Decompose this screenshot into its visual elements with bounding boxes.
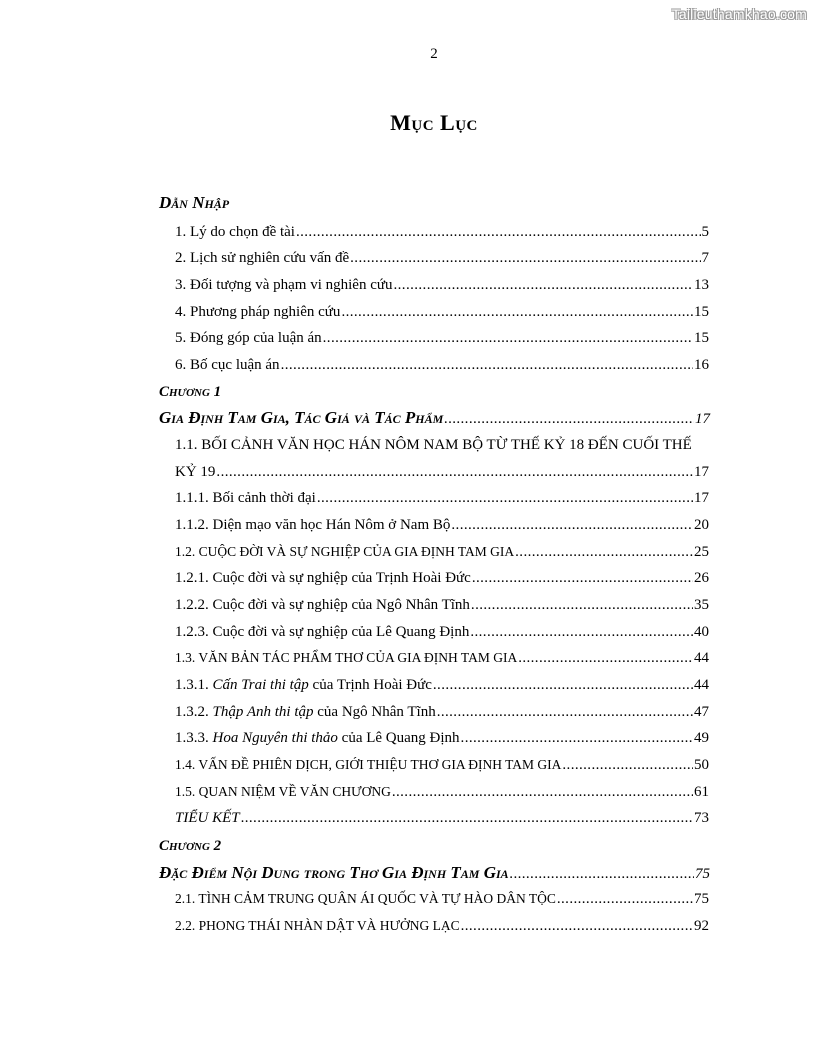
toc-entry[interactable] xyxy=(175,677,709,697)
toc-entry-text: 1.2. CUỘC ĐỜI VÀ SỰ NGHIỆP CỦA GIA ĐỊNH TAM GIA xyxy=(175,544,515,559)
toc-entry-page: 20 xyxy=(694,517,709,533)
leader-dots xyxy=(471,597,693,614)
leader-dots xyxy=(510,866,694,883)
toc-entry-text: 1.2.1. Cuộc đời và sự nghiệp của Trịnh Hoài Đức xyxy=(175,570,471,586)
toc-entry[interactable] xyxy=(175,810,709,830)
leader-dots xyxy=(451,517,693,534)
toc-entry[interactable] xyxy=(175,650,709,670)
toc-entry[interactable] xyxy=(175,357,709,377)
work-title: Cấn Trai thi tập xyxy=(212,677,309,693)
toc-entry-text: của Ngô Nhân Tĩnh xyxy=(317,704,436,720)
toc-entry-page: 35 xyxy=(694,597,709,613)
toc-entry-page: 44 xyxy=(694,677,709,693)
toc-entry-text: TIỂU KẾT xyxy=(175,810,240,826)
toc-entry[interactable] xyxy=(175,891,709,911)
toc-entry-page: 92 xyxy=(694,918,709,934)
toc-entry[interactable] xyxy=(175,624,709,644)
toc-entry[interactable] xyxy=(175,224,709,244)
toc-entry[interactable] xyxy=(175,250,709,270)
leader-dots xyxy=(350,250,700,267)
leader-dots xyxy=(437,704,693,721)
toc-entry-page: 16 xyxy=(694,357,709,373)
leader-dots xyxy=(341,304,693,321)
toc-entry-text: 1. Lý do chọn đề tài xyxy=(175,224,295,240)
intro-heading: Dẫn Nhập xyxy=(159,193,230,212)
toc-entry-page: 61 xyxy=(694,784,709,800)
toc-entry-text: 5. Đóng góp của luận án xyxy=(175,330,322,346)
page-number: 2 xyxy=(430,46,438,62)
toc-entry-line1[interactable] xyxy=(175,437,709,457)
leader-dots xyxy=(323,330,693,347)
toc-entry-page: 40 xyxy=(694,624,709,640)
toc-entry-page: 13 xyxy=(694,277,709,293)
toc-entry-text: của Lê Quang Định xyxy=(341,730,460,746)
leader-dots xyxy=(557,891,693,908)
toc-entry-page: 17 xyxy=(694,490,709,506)
leader-dots xyxy=(518,650,693,667)
toc-entry[interactable] xyxy=(175,597,709,617)
toc-entry-text: 1.2.3. Cuộc đời và sự nghiệp của Lê Quang Định xyxy=(175,624,470,640)
leader-dots xyxy=(241,810,693,827)
toc-entry-page: 15 xyxy=(694,330,709,346)
toc-entry-text: 1.1.1. Bối cảnh thời đại xyxy=(175,490,316,506)
toc-entry[interactable] xyxy=(175,517,709,537)
toc-entry-page: 5 xyxy=(701,224,709,240)
toc-entry-text: 2.1. TÌNH CẢM TRUNG QUÂN ÁI QUỐC VÀ TỰ HÀO DÂN TỘC xyxy=(175,891,556,906)
toc-entry[interactable] xyxy=(175,330,709,350)
toc-entry[interactable] xyxy=(175,918,709,938)
leader-dots xyxy=(394,277,694,294)
chapter-1-title-entry[interactable] xyxy=(159,408,710,430)
toc-entry-text: 1.3. VĂN BẢN TÁC PHẨM THƠ CỦA GIA ĐỊNH TAM GIA xyxy=(175,650,518,665)
leader-dots xyxy=(444,411,694,428)
leader-dots xyxy=(470,624,693,641)
leader-dots xyxy=(216,464,693,481)
toc-entry-page: 75 xyxy=(695,866,710,882)
toc-entry-page: 47 xyxy=(694,704,709,720)
toc-entry[interactable] xyxy=(175,464,709,484)
toc-entry[interactable] xyxy=(175,277,709,297)
leader-dots xyxy=(461,918,693,935)
leader-dots xyxy=(296,224,701,241)
toc-entry-num: 1.3.3. xyxy=(175,730,209,746)
toc-entry-text: 2. Lịch sử nghiên cứu vấn đề xyxy=(175,250,350,266)
toc-entry-page: 7 xyxy=(701,250,709,266)
toc-title: Mục Lục xyxy=(390,110,478,135)
chapter-2-label: Chương 2 xyxy=(159,838,222,854)
chapter-1-label: Chương 1 xyxy=(159,384,222,400)
leader-dots xyxy=(433,677,693,694)
toc-entry-page: 44 xyxy=(694,650,709,666)
leader-dots xyxy=(281,357,693,374)
toc-entry-page: 50 xyxy=(694,757,709,773)
toc-entry-text: 1.5. QUAN NIỆM VỀ VĂN CHƯƠNG xyxy=(175,784,391,799)
toc-entry-text: 2.2. PHONG THÁI NHÀN DẬT VÀ HƯỞNG LẠC xyxy=(175,918,460,933)
toc-entry[interactable] xyxy=(175,304,709,324)
toc-entry[interactable] xyxy=(175,757,709,777)
toc-entry[interactable] xyxy=(175,570,709,590)
toc-entry[interactable] xyxy=(175,704,709,724)
toc-entry-text: 1.1.2. Diện mạo văn học Hán Nôm ở Nam Bộ xyxy=(175,517,451,533)
toc-entry-page: 73 xyxy=(694,810,709,826)
toc-entry-text: 1.1. BỐI CẢNH VĂN HỌC HÁN NÔM NAM BỘ TỪ THẾ KỶ 18 ĐẾN CUỐI THẾ xyxy=(175,437,692,453)
toc-entry-page: 25 xyxy=(694,544,709,560)
watermark: Tailieuthamkhao.com xyxy=(671,6,807,22)
work-title: Thập Anh thi tập xyxy=(212,704,314,720)
toc-entry-num: 1.3.1. xyxy=(175,677,209,693)
leader-dots xyxy=(562,757,693,774)
leader-dots xyxy=(461,730,693,747)
chapter-2-title: Đặc Điểm Nội Dung trong Thơ Gia Định Tam Gia xyxy=(159,863,509,882)
toc-entry-page: 17 xyxy=(695,411,710,427)
toc-entry[interactable] xyxy=(175,730,709,750)
toc-entry[interactable] xyxy=(175,490,709,510)
leader-dots xyxy=(317,490,693,507)
toc-entry-page: 49 xyxy=(694,730,709,746)
toc-entry-page: 17 xyxy=(694,464,709,480)
toc-entry-page: 15 xyxy=(694,304,709,320)
toc-entry-page: 75 xyxy=(694,891,709,907)
toc-entry-text: 6. Bố cục luận án xyxy=(175,357,280,373)
leader-dots xyxy=(392,784,693,801)
toc-entry-text: 3. Đối tượng và phạm vi nghiên cứu xyxy=(175,277,393,293)
leader-dots xyxy=(515,544,693,561)
toc-entry-text: 1.4. VẤN ĐỀ PHIÊN DỊCH, GIỚI THIỆU THƠ GIA ĐỊNH TAM GIA xyxy=(175,757,562,772)
toc-entry-text: 1.2.2. Cuộc đời và sự nghiệp của Ngô Nhân Tĩnh xyxy=(175,597,470,613)
chapter-2-title-entry[interactable] xyxy=(159,863,710,885)
toc-entry-text: KỶ 19 xyxy=(175,464,216,480)
leader-dots xyxy=(472,570,693,587)
chapter-1-title: Gia Định Tam Gia, Tác Giả và Tác Phẩm xyxy=(159,408,444,427)
toc-entry-text: 4. Phương pháp nghiên cứu xyxy=(175,304,341,320)
toc-entry[interactable] xyxy=(175,784,709,804)
toc-entry[interactable] xyxy=(175,544,709,564)
toc-entry-num: 1.3.2. xyxy=(175,704,209,720)
work-title: Hoa Nguyên thi thảo xyxy=(212,730,338,746)
toc-entry-page: 26 xyxy=(694,570,709,586)
toc-entry-text: của Trịnh Hoài Đức xyxy=(312,677,432,693)
